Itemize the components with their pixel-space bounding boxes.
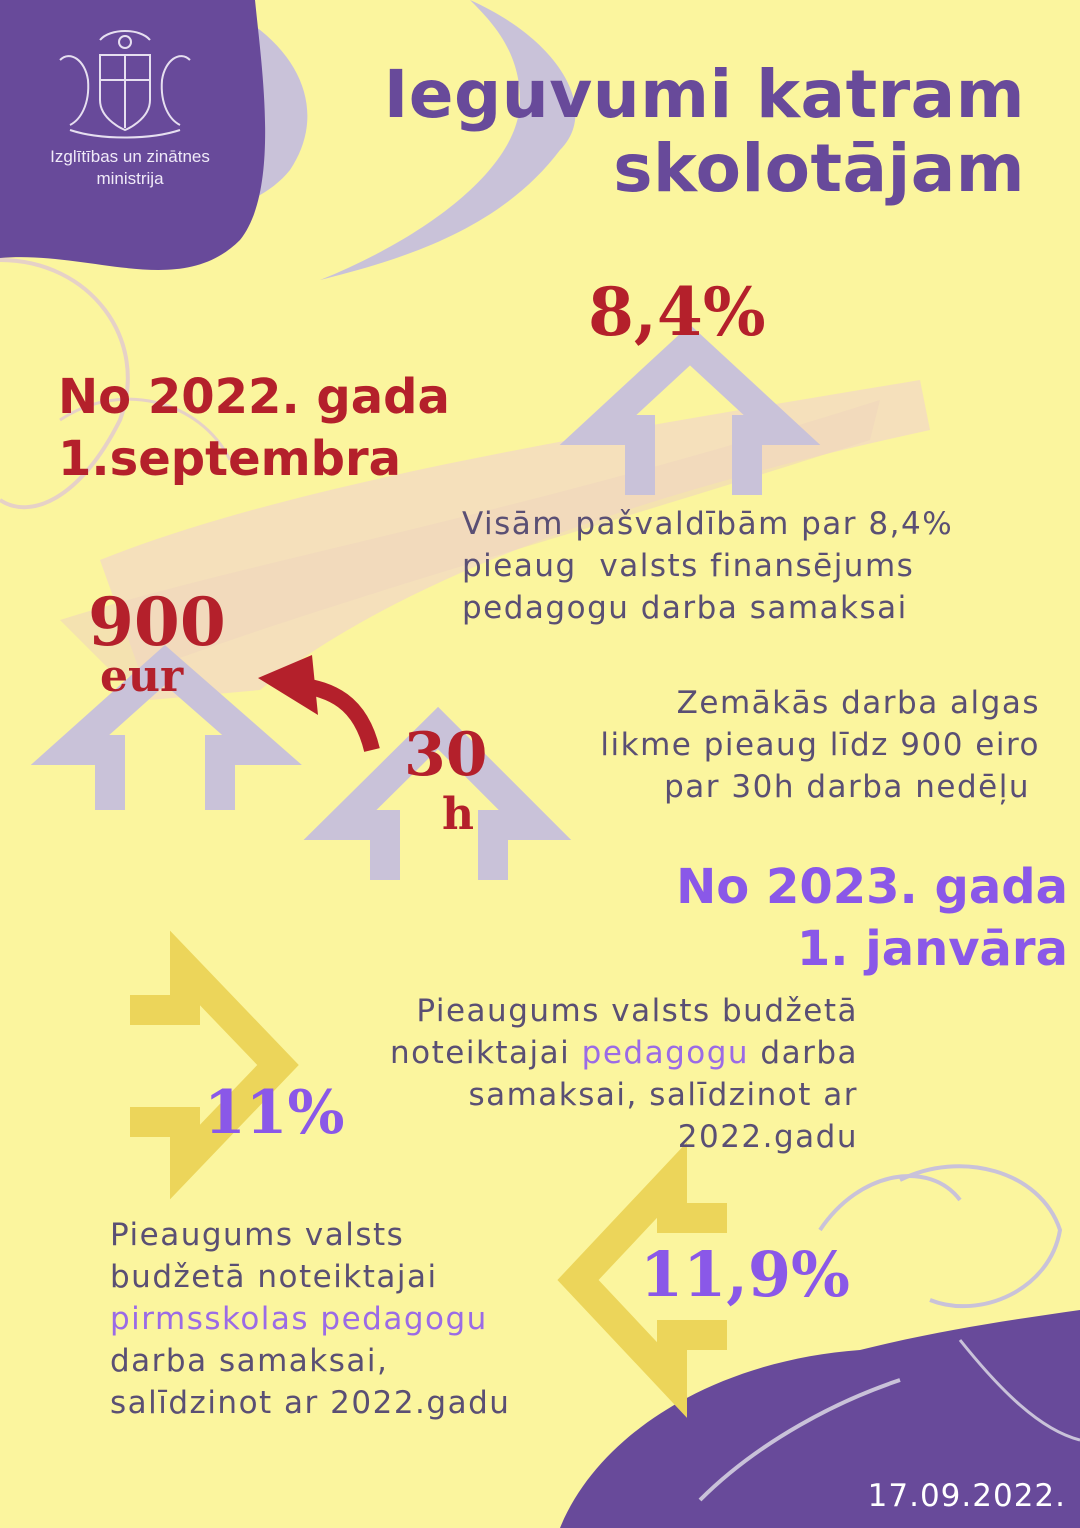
preschool-percent: 11,9% xyxy=(640,1238,850,1311)
preschool-description xyxy=(110,1214,510,1424)
salary-description-line: Zemākās darba algas xyxy=(676,685,1040,721)
funding-percent: 8,4% xyxy=(588,273,766,351)
highlighted-text: pirmsskolas pedagogu xyxy=(110,1301,488,1337)
funding-description-line: pieaug valsts finansējums xyxy=(462,548,915,584)
highlighted-text: pedagogu xyxy=(581,1035,750,1071)
ministry-name-line1: Izglītības un zinātnes xyxy=(50,147,210,166)
heading-sept2022 xyxy=(58,366,450,490)
funding-description xyxy=(462,503,953,629)
funding-description-line: Visām pašvaldībām par 8,4% xyxy=(462,506,954,542)
page-title-line2: skolotājam xyxy=(613,130,1025,207)
hours-value: 30 xyxy=(404,720,488,790)
logo-blob xyxy=(0,0,265,270)
publication-date: 17.09.2022. xyxy=(867,1478,1066,1514)
page-title xyxy=(384,58,1025,206)
salary-unit: eur xyxy=(100,651,184,702)
preschool-description-line: Pieaugums valsts xyxy=(110,1217,405,1253)
page-title-line1: Ieguvumi katram xyxy=(383,56,1025,133)
pedagog-description-line: samaksai, salīdzinot ar xyxy=(468,1077,858,1113)
pedagog-description-line xyxy=(390,1032,858,1074)
salary-description xyxy=(600,682,1040,808)
heading-jan2023-line2: 1. janvāra xyxy=(796,921,1068,977)
ministry-name-line2: ministrija xyxy=(96,169,164,188)
salary-description-line: par 30h darba nedēļu xyxy=(664,769,1030,805)
heading-sept2022-line1: No 2022. gada xyxy=(58,369,450,425)
salary-description-line: likme pieaug līdz 900 eiro xyxy=(600,727,1040,763)
heading-jan2023-line1: No 2023. gada xyxy=(676,859,1068,915)
heading-sept2022-line2: 1.septembra xyxy=(58,431,402,487)
pedagog-description xyxy=(390,990,858,1158)
text-span: darba xyxy=(749,1035,858,1071)
heading-jan2023 xyxy=(676,856,1068,980)
hours-unit: h xyxy=(442,789,474,840)
text-span: noteiktajai xyxy=(390,1035,582,1071)
flower-outline-4 xyxy=(820,1176,960,1230)
preschool-description-line: budžetā noteiktajai xyxy=(110,1259,438,1295)
flower-outline-3 xyxy=(900,1166,1060,1306)
ministry-name xyxy=(20,146,240,190)
pedagog-percent: 11% xyxy=(204,1078,345,1148)
preschool-description-line: darba samaksai, xyxy=(110,1343,389,1379)
pedagog-description-line: Pieaugums valsts budžetā xyxy=(416,993,858,1029)
salary-amount: 900 xyxy=(88,583,226,661)
preschool-description-line: salīdzinot ar 2022.gadu xyxy=(110,1385,511,1421)
funding-description-line: pedagogu darba samaksai xyxy=(462,590,908,626)
pedagog-description-line: 2022.gadu xyxy=(677,1119,858,1155)
